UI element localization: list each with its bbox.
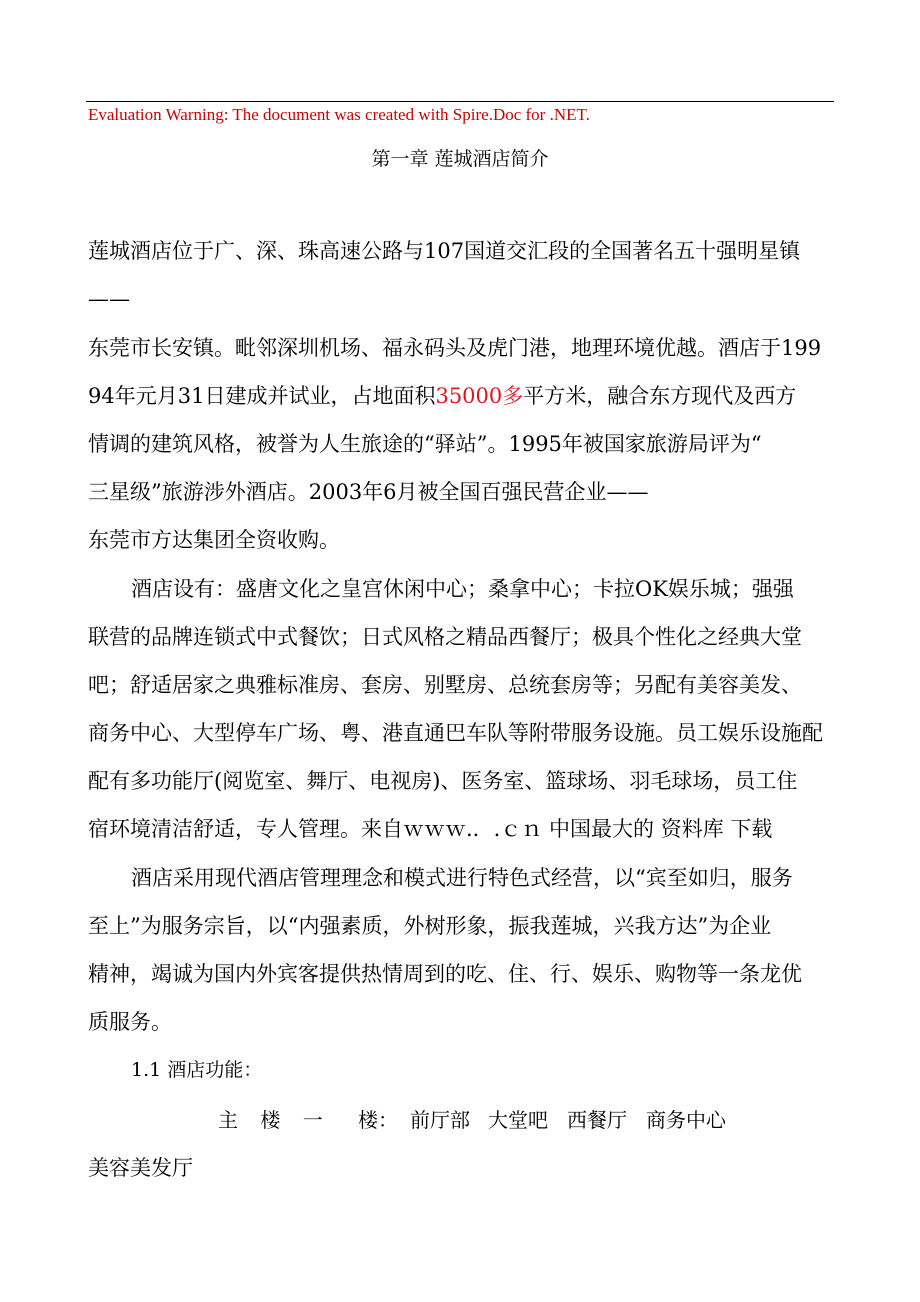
intro-line-3: 东莞市长安镇。毗邻深圳机场、福永码头及虎门港，地理环境优越。酒店于199	[88, 336, 822, 360]
intro-line-7: 东莞市方达集团全资收购。	[88, 528, 340, 552]
intro-line-1: 莲城酒店位于广、深、珠高速公路与107国道交汇段的全国著名五十强明星镇	[88, 239, 801, 263]
facilities-line-4: 商务中心、大型停车广场、粤、港直通巴车队等附带服务设施。员工娱乐设施配	[88, 721, 823, 745]
area-highlight: 35000多	[435, 384, 524, 408]
facilities-line-6: 宿环境清洁舒适，专人管理。来自ｗｗｗ.．.ｃｎ 中国最大的 资料库 下载	[88, 817, 773, 841]
intro-line-2: ——	[88, 287, 130, 311]
building-label: 主 楼 一	[218, 1108, 331, 1132]
facilities-line-2: 联营的品牌连锁式中式餐饮；日式风格之精品西餐厅；极具个性化之经典大堂	[88, 625, 802, 649]
intro-line-6: 三星级”旅游涉外酒店。2003年6月被全国百强民营企业——	[88, 480, 649, 504]
facilities-line-5: 配有多功能厅(阅览室、舞厅、电视房)、医务室、篮球场、羽毛球场，员工住	[88, 769, 798, 793]
section-1-1-heading: 1.1 酒店功能：	[131, 1059, 263, 1081]
dept-western-restaurant: 西餐厅	[567, 1108, 627, 1132]
philosophy-line-4: 质服务。	[88, 1010, 172, 1034]
dept-front-office: 前厅部	[410, 1108, 470, 1132]
philosophy-line-3: 精神，竭诚为国内外宾客提供热情周到的吃、住、行、娱乐、购物等一条龙优	[88, 962, 802, 986]
intro-line-4	[88, 381, 796, 411]
header-rule	[86, 101, 834, 102]
philosophy-line-1: 酒店采用现代酒店管理理念和模式进行特色式经营，以“宾至如归，服务	[131, 866, 793, 890]
chapter-title: 第一章 莲城酒店简介	[371, 148, 549, 170]
intro-line-4-a: 94年元月31日建成并试业，占地面积	[88, 384, 436, 408]
intro-line-4-b: 平方米，融合东方现代及西方	[523, 384, 797, 408]
philosophy-line-2: 至上”为服务宗旨，以“内强素质，外树形象，振我莲城，兴我方达”为企业	[88, 914, 772, 938]
floor-label: 楼：	[358, 1108, 398, 1132]
intro-line-5: 情调的建筑风格，被誉为人生旅途的“驿站”。1995年被国家旅游局评为“	[88, 432, 762, 456]
facilities-line-1: 酒店设有：盛唐文化之皇宫休闲中心；桑拿中心；卡拉OK娱乐城；强强	[131, 577, 794, 601]
dept-lobby-bar: 大堂吧	[488, 1108, 548, 1132]
evaluation-warning: Evaluation Warning: The document was created with Spire.Doc for .NET.	[88, 105, 590, 124]
dept-beauty-salon: 美容美发厅	[88, 1156, 193, 1180]
dept-business-center: 商务中心	[646, 1108, 726, 1132]
facilities-line-3: 吧；舒适居家之典雅标准房、套房、别墅房、总统套房等；另配有美容美发、	[88, 673, 802, 697]
